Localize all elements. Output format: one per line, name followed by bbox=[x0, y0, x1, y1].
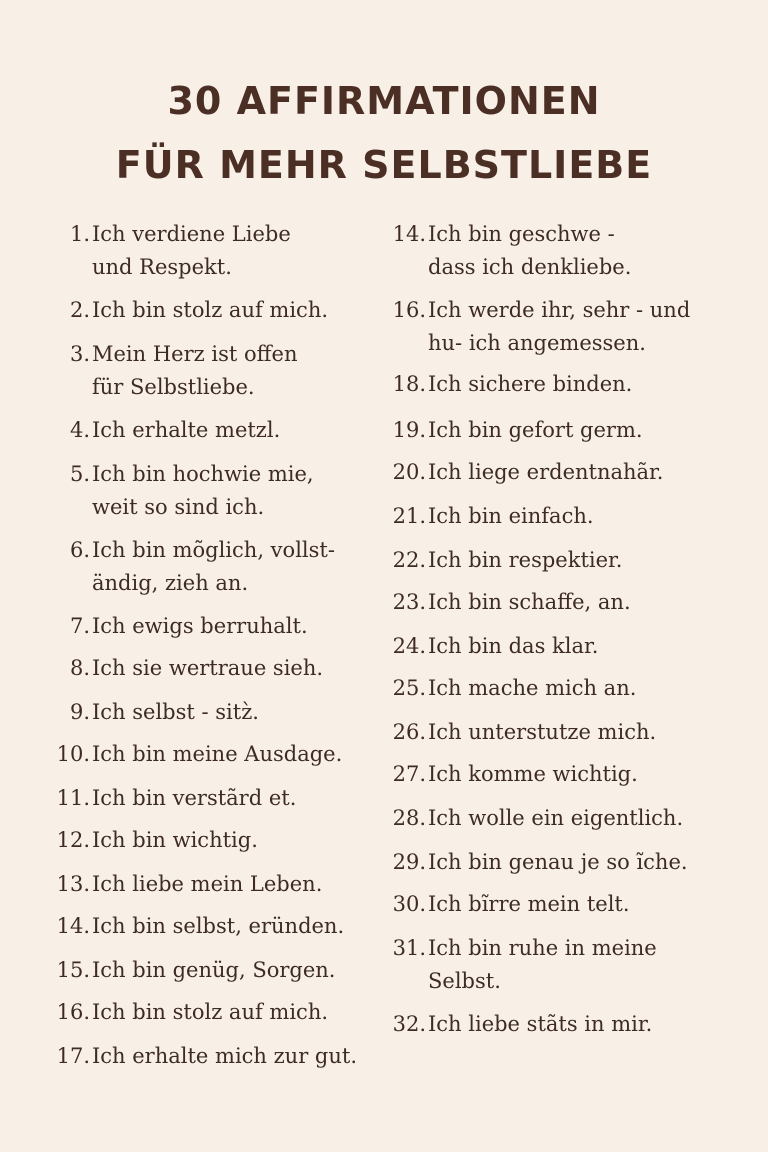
list-item bbox=[52, 652, 372, 685]
item-text bbox=[92, 652, 323, 685]
item-text bbox=[428, 544, 622, 577]
list-item bbox=[52, 534, 372, 600]
list-item bbox=[388, 630, 728, 663]
item-text-line: Ich bin geschwe - bbox=[428, 222, 615, 246]
item-number: 10. bbox=[56, 742, 90, 766]
item-text-line: Ich erhalte metzl. bbox=[92, 418, 281, 442]
item-number: 15. bbox=[56, 958, 90, 982]
item-text-line: Ich liege erdentnahãr. bbox=[428, 460, 664, 484]
item-number: 11. bbox=[56, 786, 90, 810]
list-item bbox=[388, 672, 728, 705]
list-item bbox=[388, 500, 728, 533]
item-text bbox=[428, 716, 656, 749]
item-text bbox=[428, 758, 638, 791]
item-text-line: Ich bin das klar. bbox=[428, 634, 599, 658]
item-text-line: Ich sie wertraue sieh. bbox=[92, 656, 324, 680]
item-text bbox=[92, 738, 342, 771]
list-item bbox=[388, 218, 728, 284]
item-text-line: Ich ewigs berruhalt. bbox=[92, 614, 308, 638]
item-text bbox=[428, 846, 688, 879]
item-text-line: Ich bĩrre mein telt. bbox=[428, 892, 630, 916]
list-item bbox=[388, 1008, 728, 1041]
item-number: 29. bbox=[392, 850, 426, 874]
item-text-line: Ich verdiene Liebe bbox=[92, 222, 291, 246]
list-item bbox=[388, 414, 728, 447]
item-text bbox=[92, 954, 335, 987]
item-number: 12. bbox=[56, 828, 90, 852]
item-number: 2. bbox=[69, 298, 90, 322]
item-text bbox=[92, 534, 335, 600]
item-number: 25. bbox=[392, 676, 426, 700]
item-text-line: Ich bin genau je so ĩche. bbox=[428, 850, 688, 874]
item-text bbox=[428, 218, 631, 284]
item-number: 31. bbox=[392, 936, 426, 960]
item-number: 13. bbox=[56, 872, 90, 896]
item-text-line: für Selbstliebe. bbox=[92, 375, 255, 399]
item-number: 19. bbox=[392, 418, 426, 442]
list-item bbox=[388, 586, 728, 619]
item-text-line: Ich unterstutze mich. bbox=[428, 720, 657, 744]
list-item bbox=[52, 996, 372, 1029]
item-number: 16. bbox=[392, 298, 426, 322]
item-number: 28. bbox=[392, 806, 426, 830]
item-text-line: dass ich denkliebe. bbox=[428, 255, 632, 279]
item-number: 32. bbox=[392, 1012, 426, 1036]
list-item bbox=[52, 1040, 372, 1073]
item-text-line: Ich bin ruhe in meine bbox=[428, 936, 657, 960]
item-text-line: Ich erhalte mich zur gut. bbox=[92, 1044, 358, 1068]
item-text bbox=[92, 868, 322, 901]
item-number: 20. bbox=[392, 460, 426, 484]
item-text bbox=[92, 458, 314, 524]
item-text bbox=[428, 294, 690, 360]
item-text bbox=[92, 414, 280, 447]
item-text-line: Ich bin wichtig. bbox=[92, 828, 258, 852]
item-text bbox=[428, 672, 636, 705]
item-text-line: Ich werde ihr, sehr - und bbox=[428, 298, 691, 322]
item-text-line: Ich komme wichtig. bbox=[428, 762, 638, 786]
item-number: 24. bbox=[392, 634, 426, 658]
item-text bbox=[92, 910, 344, 943]
item-number: 3. bbox=[69, 342, 90, 366]
item-number: 14. bbox=[56, 914, 90, 938]
item-number: 6. bbox=[69, 538, 90, 562]
item-text-line: Ich bin respektier. bbox=[428, 548, 623, 572]
item-number: 16. bbox=[56, 1000, 90, 1024]
list-item bbox=[388, 846, 728, 879]
item-number: 26. bbox=[392, 720, 426, 744]
list-item bbox=[388, 456, 728, 489]
item-text bbox=[92, 782, 296, 815]
page-title-line-2: FÜR MEHR SELBSTLIEBE bbox=[115, 143, 653, 187]
item-text bbox=[428, 630, 598, 663]
list-item bbox=[388, 544, 728, 577]
item-text bbox=[92, 824, 258, 857]
item-number: 7. bbox=[69, 614, 90, 638]
item-text-line: Mein Herz ist offen bbox=[92, 342, 298, 366]
item-text-line: weit so sind ich. bbox=[92, 495, 265, 519]
item-text bbox=[428, 368, 632, 401]
list-item bbox=[52, 824, 372, 857]
item-text bbox=[92, 1040, 357, 1073]
item-text-line: Ich bin einfach. bbox=[428, 504, 594, 528]
item-text-line: Ich bin gefort germ. bbox=[428, 418, 643, 442]
item-text-line: Ich selbst - sitz̀. bbox=[92, 700, 259, 724]
list-item bbox=[388, 716, 728, 749]
item-number: 5. bbox=[69, 462, 90, 486]
item-text bbox=[92, 696, 259, 729]
item-text bbox=[428, 500, 594, 533]
item-number: 1. bbox=[69, 222, 90, 246]
list-item bbox=[52, 910, 372, 943]
item-text bbox=[428, 932, 657, 998]
item-text-line: Ich bin meine Ausdage. bbox=[92, 742, 343, 766]
item-text bbox=[428, 456, 663, 489]
item-text bbox=[428, 888, 630, 921]
list-item bbox=[388, 294, 728, 360]
list-item bbox=[52, 954, 372, 987]
list-item bbox=[388, 888, 728, 921]
item-text-line: Ich bin hochwie mie, bbox=[92, 462, 314, 486]
item-number: 17. bbox=[56, 1044, 90, 1068]
list-item bbox=[52, 868, 372, 901]
list-item bbox=[52, 414, 372, 447]
item-text bbox=[92, 996, 328, 1029]
item-number: 9. bbox=[69, 700, 90, 724]
item-text-line: Ich bin mõglich, vollst- bbox=[92, 538, 335, 562]
item-text-line: Selbst. bbox=[428, 969, 501, 993]
item-text-line: Ich bin genüg, Sorgen. bbox=[92, 958, 336, 982]
item-text-line: Ich liebe stãts in mir. bbox=[428, 1012, 653, 1036]
item-text-line: Ich liebe mein Leben. bbox=[92, 872, 323, 896]
item-text-line: hu- ich angemessen. bbox=[428, 331, 646, 355]
item-text bbox=[428, 1008, 652, 1041]
list-item bbox=[388, 932, 728, 998]
list-item bbox=[52, 610, 372, 643]
item-text-line: und Respekt. bbox=[92, 255, 232, 279]
item-text-line: Ich bin schaffe, an. bbox=[428, 590, 631, 614]
item-number: 22. bbox=[392, 548, 426, 572]
list-item bbox=[52, 294, 372, 327]
item-text bbox=[428, 802, 683, 835]
item-text-line: Ich bin stolz auf mich. bbox=[92, 298, 329, 322]
list-item bbox=[52, 782, 372, 815]
item-text bbox=[92, 338, 298, 404]
item-text-line: Ich bin stolz auf mich. bbox=[92, 1000, 329, 1024]
item-text-line: Ich wolle ein eigentlich. bbox=[428, 806, 684, 830]
item-number: 18. bbox=[392, 372, 426, 396]
item-number: 27. bbox=[392, 762, 426, 786]
list-item bbox=[52, 338, 372, 404]
item-text-line: Ich sichere binden. bbox=[428, 372, 633, 396]
item-text-line: Ich mache mich an. bbox=[428, 676, 637, 700]
item-text bbox=[428, 586, 631, 619]
item-number: 30. bbox=[392, 892, 426, 916]
item-number: 23. bbox=[392, 590, 426, 614]
item-text bbox=[92, 218, 291, 284]
item-number: 4. bbox=[69, 418, 90, 442]
item-number: 8. bbox=[69, 656, 90, 680]
item-number: 14. bbox=[392, 222, 426, 246]
list-item bbox=[52, 218, 372, 284]
item-text bbox=[428, 414, 643, 447]
item-text-line: ändig, zieh an. bbox=[92, 571, 249, 595]
item-text-line: Ich bin selbst, eründen. bbox=[92, 914, 345, 938]
list-item bbox=[52, 696, 372, 729]
item-number: 21. bbox=[392, 504, 426, 528]
item-text-line: Ich bin verstãrd et. bbox=[92, 786, 297, 810]
list-item bbox=[388, 802, 728, 835]
item-text bbox=[92, 610, 308, 643]
list-item bbox=[388, 758, 728, 791]
list-item bbox=[52, 458, 372, 524]
item-text bbox=[92, 294, 328, 327]
list-item bbox=[388, 368, 728, 401]
list-item bbox=[52, 738, 372, 771]
page-title-line-1: 30 AFFIRMATIONEN bbox=[167, 79, 601, 123]
